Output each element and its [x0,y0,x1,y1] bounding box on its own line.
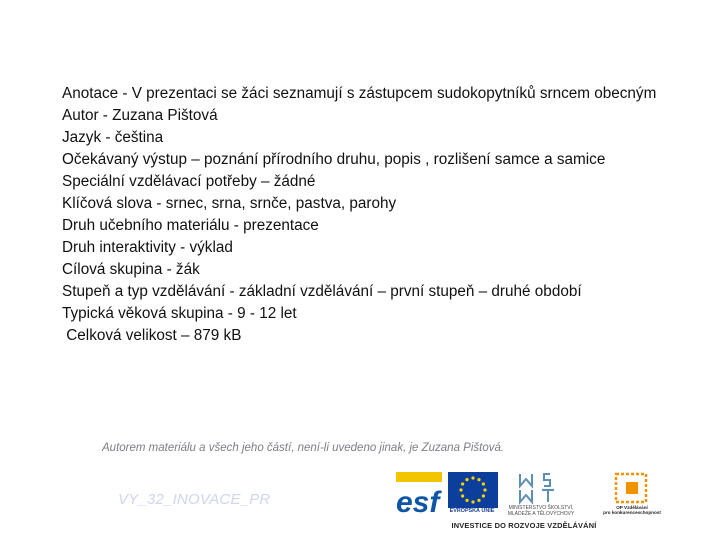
meta-size: Celková velikost – 879 kB [62,327,242,344]
meta-author: Autor - Zuzana Pištová [62,107,218,124]
meta-education-level: Stupeň a typ vzdělávání - základní vzdělávání – první stupeň – druhé období [62,283,582,300]
meta-age-group: Typická věková skupina - 9 - 12 let [62,305,297,322]
meta-annotation: Anotace - V prezentaci se žáci seznamují s zástupcem sudokopytníků srncem obecným [62,85,657,102]
meta-material-type: Druh učebního materiálu - prezentace [62,217,319,234]
msmt-label-1: MINISTERSTVO ŠKOLSTVÍ, [508,505,574,511]
author-note: Autorem materiálu a všech jeho částí, není-li uvedeno jinak, je Zuzana Pištová. [102,442,505,454]
meta-interactivity: Druh interaktivity - výklad [62,239,233,256]
meta-keywords: Klíčová slova - srnec, srna, srnče, pastva, parohy [62,195,397,212]
svg-text:esf: esf [396,486,440,516]
investment-banner: INVESTICE DO ROZVOJE VZDĚLÁVÁNÍ [451,521,597,530]
material-code: VY_32_INOVACE_PR [118,491,271,508]
metadata-block [62,83,662,347]
op-label [600,505,664,515]
msmt-logo [506,470,576,516]
eu-label: EVROPSKÁ UNIE [449,508,495,514]
eu-flag-logo [448,472,498,508]
msmt-label-2: MLÁDEŽE A TĚLOVÝCHOVY [507,511,575,516]
op-label-2: pro konkurenceschopnost [603,510,661,515]
op-label-1: OP Vzdělávání [616,505,648,510]
meta-target-group: Cílová skupina - žák [62,261,200,278]
meta-special-needs: Speciální vzdělávací potřeby – žádné [62,173,316,190]
meta-language: Jazyk - čeština [62,129,164,146]
meta-expected-output: Očekávaný výstup – poznání přírodního druhu, popis , rozlišení samce a samice [62,151,606,168]
logo-strip [394,470,662,536]
esf-logo [394,470,444,516]
